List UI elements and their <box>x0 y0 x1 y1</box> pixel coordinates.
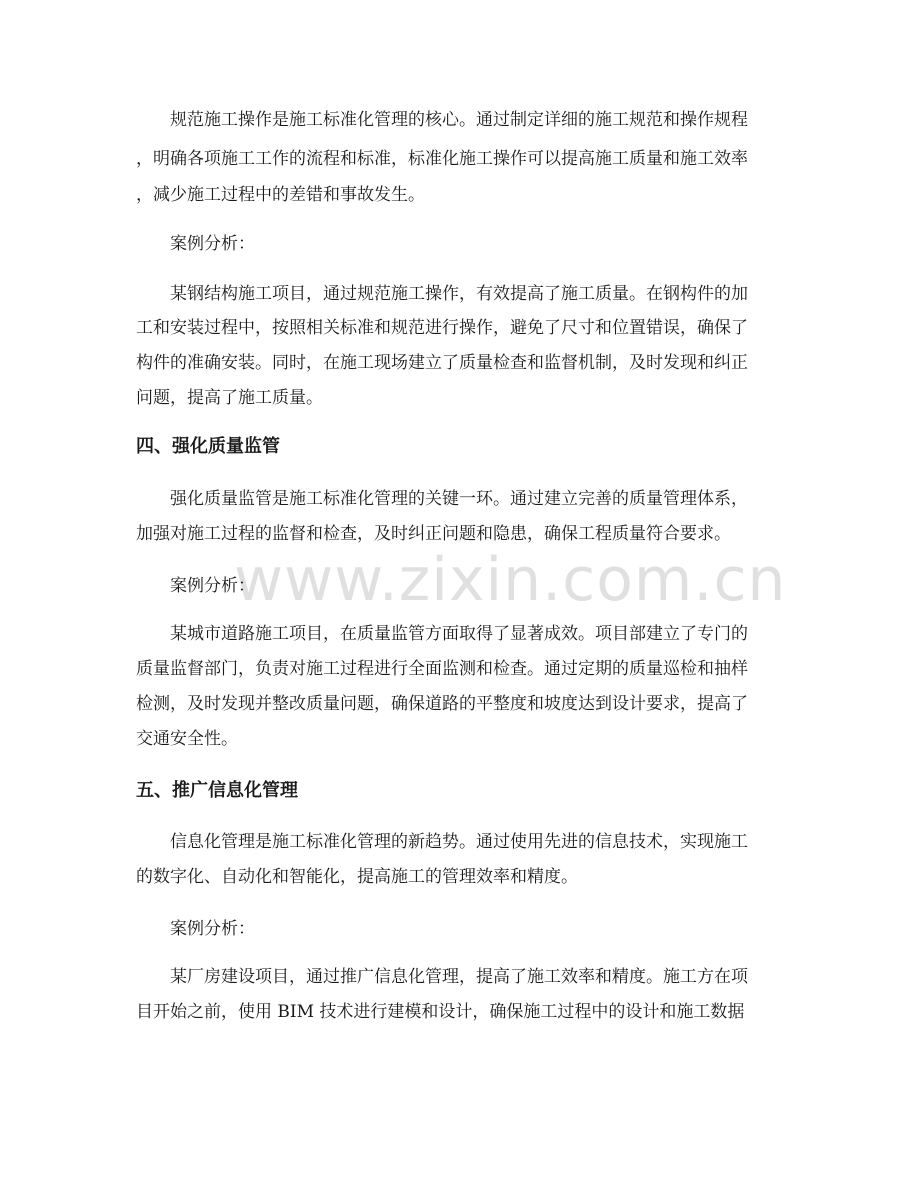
watermark: www.zixin.com.cn <box>234 545 787 615</box>
paragraph-line: 信息化管理是施工标准化管理的新趋势。通过使用先进的信息技术，实现施工 <box>170 832 748 852</box>
paragraph-line: 的数字化、自动化和智能化，提高施工的管理效率和精度。 <box>136 867 578 887</box>
paragraph-line: ，明确各项施工工作的流程和标准，标准化施工操作可以提高施工质量和施工效率 <box>136 149 748 169</box>
paragraph-line: 某钢结构施工项目，通过规范施工操作，有效提高了施工质量。在钢构件的加 <box>170 284 748 304</box>
case-label: 案例分析： <box>170 576 255 596</box>
paragraph-line: 质量监督部门，负责对施工过程进行全面监测和检查。通过定期的质量巡检和抽样 <box>136 659 748 679</box>
paragraph-line: 强化质量监管是施工标准化管理的关键一环。通过建立完善的质量管理体系， <box>170 489 748 509</box>
paragraph-line: 交通安全性。 <box>136 729 238 749</box>
paragraph-line: ，减少施工过程中的差错和事故发生。 <box>136 185 425 205</box>
paragraph-line: 构件的准确安装。同时，在施工现场建立了质量检查和监督机制，及时发现和纠正 <box>136 353 748 373</box>
case-label: 案例分析： <box>170 919 255 939</box>
paragraph-line: 规范施工操作是施工标准化管理的核心。通过制定详细的施工规范和操作规程 <box>170 110 748 130</box>
paragraph-line: 目开始之前，使用 BIM 技术进行建模和设计，确保施工过程中的设计和施工数据 <box>136 1002 745 1022</box>
paragraph-line: 问题，提高了施工质量。 <box>136 388 323 408</box>
paragraph-line: 某厂房建设项目，通过推广信息化管理，提高了施工效率和精度。施工方在项 <box>170 967 748 987</box>
paragraph-line: 加强对施工过程的监督和检查，及时纠正问题和隐患，确保工程质量符合要求。 <box>136 524 731 544</box>
section-heading: 五、推广信息化管理 <box>136 780 298 801</box>
case-label: 案例分析： <box>170 234 255 254</box>
paragraph-line: 工和安装过程中，按照相关标准和规范进行操作，避免了尺寸和位置错误，确保了 <box>136 318 748 338</box>
paragraph-line: 某城市道路施工项目，在质量监管方面取得了显著成效。项目部建立了专门的 <box>170 624 748 644</box>
paragraph-line: 检测，及时发现并整改质量问题，确保道路的平整度和坡度达到设计要求，提高了 <box>136 694 748 714</box>
section-heading: 四、强化质量监管 <box>136 436 280 457</box>
